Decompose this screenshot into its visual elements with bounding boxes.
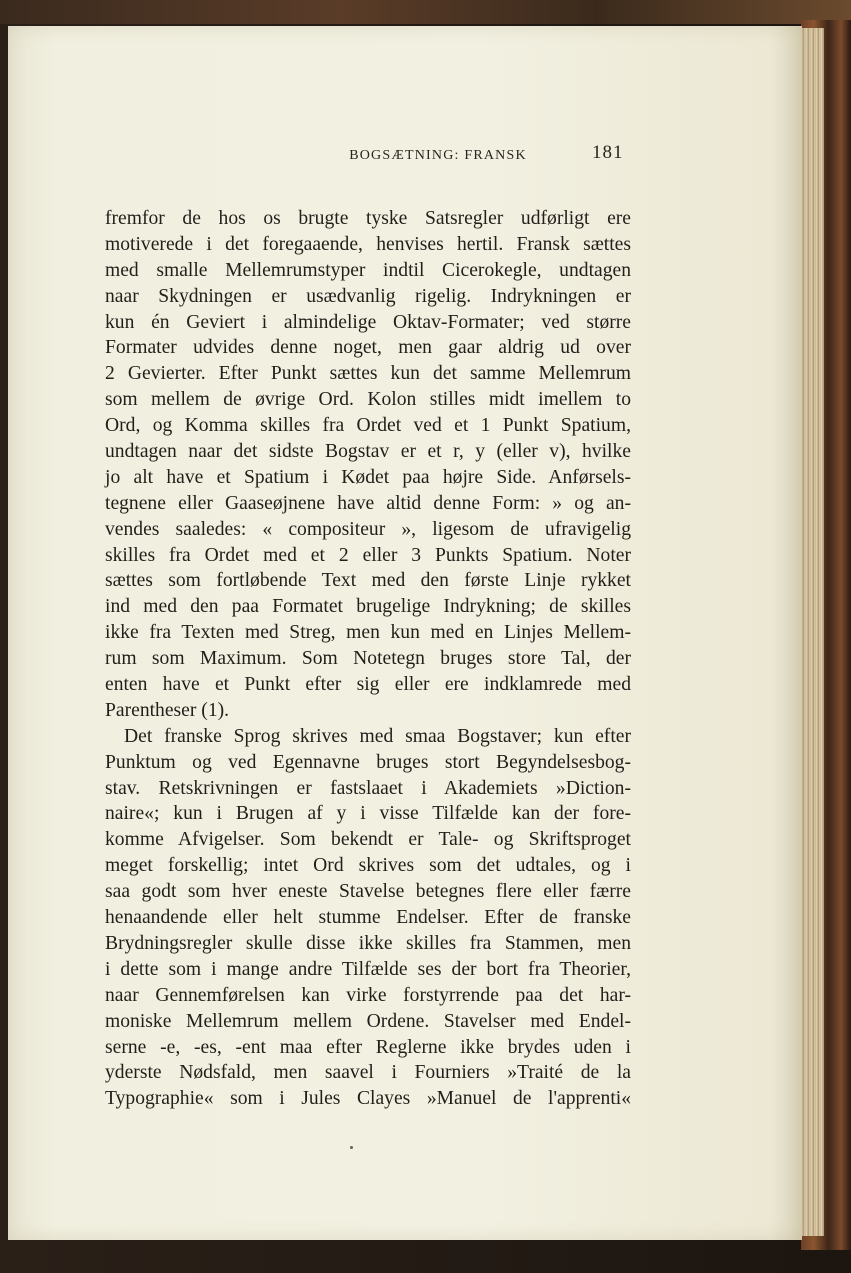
text-line: naire«; kun i Brugen af y i visse Tilfælde kan der fore-	[105, 803, 631, 825]
text-line: i dette som i mange andre Tilfælde ses der bort fra Theorier,	[105, 958, 631, 980]
text-line: stav. Retskrivningen er fastslaaet i Akademiets »Diction-	[105, 777, 631, 799]
text-line: kun én Geviert i almindelige Oktav-Formater; ved større	[105, 311, 631, 333]
text-line: motiverede i det foregaaende, henvises hertil. Fransk sættes	[105, 233, 631, 255]
book-top-edge	[0, 0, 851, 24]
text-line: som mellem de øvrige Ord. Kolon stilles midt imellem to	[105, 389, 631, 411]
text-line: saa godt som hver eneste Stavelse betegnes flere eller færre	[105, 881, 631, 903]
text-line: henaandende eller helt stumme Endelser. Efter de franske	[105, 907, 631, 929]
text-line: ikke fra Texten med Streg, men kun med en Linjes Mellem-	[105, 622, 631, 644]
text-line: moniske Mellemrum mellem Ordene. Stavelser med Endel-	[105, 1010, 631, 1032]
book-page	[8, 26, 802, 1240]
text-line: meget forskellig; intet Ord skrives som det udtales, og i	[105, 855, 631, 877]
text-line: Parentheser (1).	[105, 699, 230, 721]
text-line: Punktum og ved Egennavne bruges stort Begyndelsesbog-	[105, 751, 631, 773]
body-text	[105, 206, 631, 1112]
text-line: yderste Nødsfald, men saavel i Fourniers »Traité de la	[105, 1062, 631, 1084]
running-head: BOGSÆTNING: FRANSK	[349, 148, 527, 163]
text-line: komme Afvigelser. Som bekendt er Tale- og Skriftsproget	[105, 829, 631, 851]
page-number: 181	[592, 142, 624, 163]
text-line: Ord, og Komma skilles fra Ordet ved et 1 Punkt Spatium,	[105, 415, 631, 437]
ink-speck	[350, 1146, 353, 1149]
text-line: 2 Gevierter. Efter Punkt sættes kun det samme Mellemrum	[105, 363, 631, 385]
text-line: Det franske Sprog skrives med smaa Bogstaver; kun efter	[124, 725, 631, 747]
text-line: ind med den paa Formatet brugelige Indrykning; de skilles	[105, 596, 631, 618]
page-stack-edge	[800, 28, 824, 1236]
text-line: undtagen naar det sidste Bogstav er et r, y (eller v), hvilke	[105, 441, 631, 463]
text-line: med smalle Mellemrumstyper indtil Cicerokegle, undtagen	[105, 259, 631, 281]
text-line: Typographie« som i Jules Clayes »Manuel de l'apprenti«	[105, 1088, 631, 1110]
text-line: naar Gennemførelsen kan virke forstyrrende paa det har-	[105, 984, 631, 1006]
text-line: serne -e, -es, -ent maa efter Reglerne ikke brydes uden i	[105, 1036, 631, 1058]
text-line: Brydningsregler skulle disse ikke skilles fra Stammen, men	[105, 932, 631, 954]
text-line: skilles fra Ordet med et 2 eller 3 Punkts Spatium. Noter	[105, 544, 631, 566]
text-line: tegnene eller Gaaseøjnene have altid denne Form: » og an-	[105, 492, 631, 514]
text-line: naar Skydningen er usædvanlig rigelig. Indrykningen er	[105, 285, 631, 307]
text-line: rum som Maximum. Som Notetegn bruges store Tal, der	[105, 648, 631, 670]
text-line: fremfor de hos os brugte tyske Satsregler udførligt ere	[105, 208, 631, 229]
text-line: jo alt have et Spatium i Kødet paa højre Side. Anførsels-	[105, 466, 631, 488]
text-line: enten have et Punkt efter sig eller ere indklamrede med	[105, 674, 631, 696]
text-line: sættes som fortløbende Text med den første Linje rykket	[105, 570, 631, 592]
text-line: Formater udvides denne noget, men gaar aldrig ud over	[105, 337, 631, 359]
text-line: vendes saaledes: « compositeur », ligesom de ufravigelig	[105, 518, 631, 540]
